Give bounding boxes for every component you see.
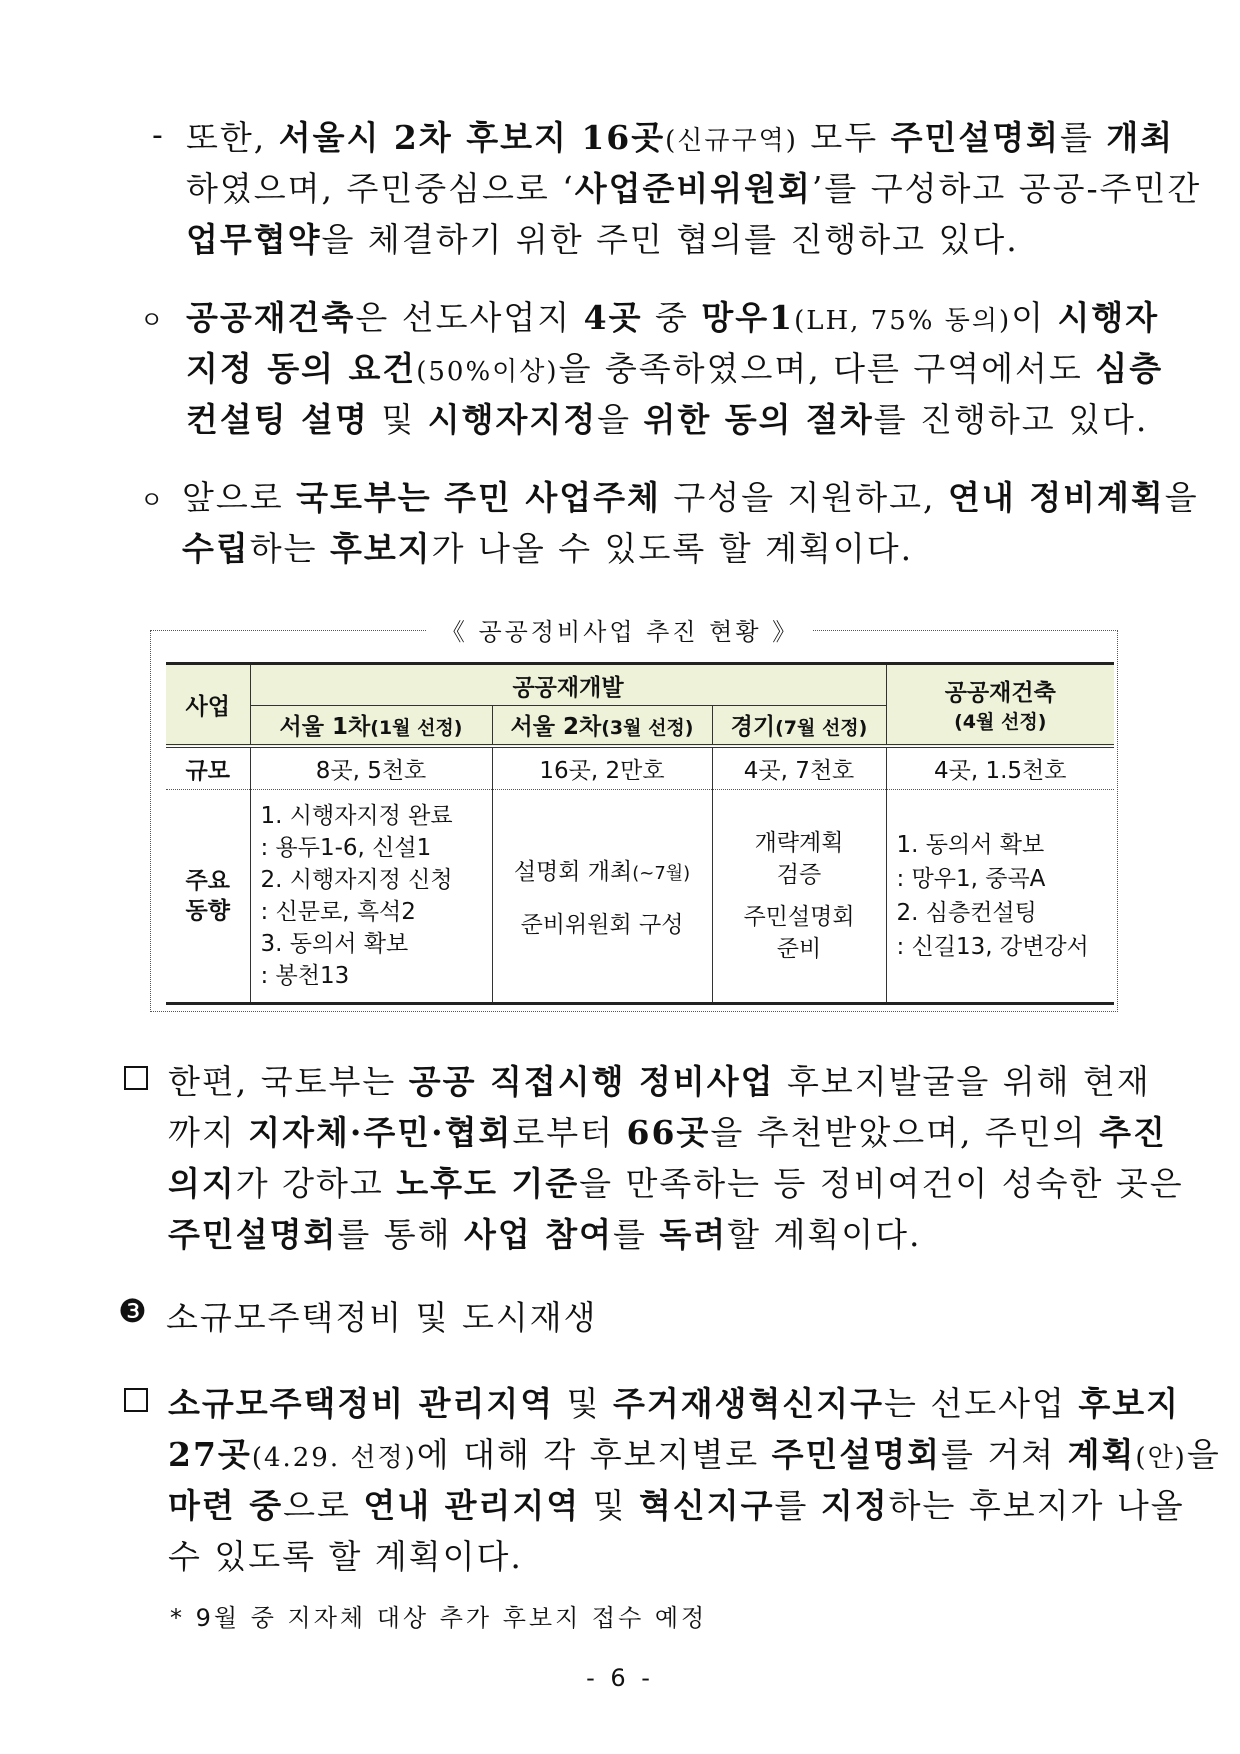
checkbox-bullet-icon bbox=[124, 1388, 148, 1412]
table-cell: 16곳, 2만호 bbox=[492, 746, 712, 790]
text-line: 마련 중으로 연내 관리지역 및 혁신지구를 지정하는 후보지가 나올 bbox=[168, 1486, 1185, 1525]
text-line: 수립하는 후보지가 나올 수 있도록 할 계획이다. bbox=[182, 529, 914, 568]
text-line: 또한, 서울시 2차 후보지 16곳(신규구역) 모두 주민설명회를 개최 bbox=[186, 118, 1175, 157]
header-seoul-2nd: 서울 2차(3월 선정) bbox=[492, 706, 712, 746]
table-cell: 1. 동의서 확보 : 망우1, 중곡A 2. 심층컨설팅 : 신길13, 강변강서 bbox=[886, 790, 1114, 1004]
footnote: * 9월 중 지자체 대상 추가 후보지 접수 예정 bbox=[170, 1604, 708, 1632]
text-line: 업무협약을 체결하기 위한 주민 협의를 진행하고 있다. bbox=[186, 220, 1019, 259]
table-cell: 1. 시행자지정 완료 : 용두1-6, 신설1 2. 시행자지정 신청 : 신문로, 흑석2 3. 동의서 확보 : 봉천13 bbox=[250, 790, 492, 1004]
table-cell: 개략계획 검증 주민설명회 준비 bbox=[712, 790, 886, 1004]
table-title: 《 공공정비사업 추진 현황 》 bbox=[0, 612, 1240, 647]
header-public-redevelopment: 공공재개발 bbox=[250, 664, 886, 706]
bullet-marker: ㅇ bbox=[140, 306, 164, 334]
table-cell: 4곳, 7천호 bbox=[712, 746, 886, 790]
dash-marker: - bbox=[152, 118, 163, 153]
text-line: 한편, 국토부는 공공 직접시행 정비사업 후보지발굴을 위해 현재 bbox=[168, 1062, 1151, 1101]
text-line: 주민설명회를 통해 사업 참여를 독려할 계획이다. bbox=[168, 1215, 922, 1254]
header-public-rebuild: 공공재건축 (4월 선정) bbox=[886, 664, 1114, 746]
page-number: - 6 - bbox=[586, 1664, 654, 1692]
text-line: 지정 동의 요건(50%이상)을 충족하였으며, 다른 구역에서도 심층 bbox=[186, 349, 1164, 388]
text-line: 소규모주택정비 관리지역 및 주거재생혁신지구는 선도사업 후보지 bbox=[168, 1384, 1181, 1423]
text-line: 공공재건축은 선도사업지 4곳 중 망우1(LH, 75% 동의)이 시행자 bbox=[186, 298, 1160, 337]
text-line: 컨설팅 설명 및 시행자지정을 위한 동의 절차를 진행하고 있다. bbox=[186, 400, 1149, 439]
header-seoul-1st: 서울 1차(1월 선정) bbox=[250, 706, 492, 746]
header-gyeonggi: 경기(7월 선정) bbox=[712, 706, 886, 746]
section-number: ❸ bbox=[118, 1292, 147, 1330]
text-line: 까지 지자체·주민·협회로부터 66곳을 추천받았으며, 주민의 추진 bbox=[168, 1113, 1167, 1152]
text-line: 27곳(4.29. 선정)에 대해 각 후보지별로 주민설명회를 거쳐 계획(안)을 bbox=[168, 1435, 1221, 1474]
status-table bbox=[166, 662, 1114, 1005]
text-line: 앞으로 국토부는 주민 사업주체 구성을 지원하고, 연내 정비계획을 bbox=[182, 478, 1199, 517]
header-business: 사업 bbox=[166, 664, 250, 746]
text-line: 수 있도록 할 계획이다. bbox=[168, 1537, 523, 1576]
checkbox-bullet-icon bbox=[124, 1066, 148, 1090]
row-label-trends: 주요 동향 bbox=[166, 790, 250, 1004]
section-title: 소규모주택정비 및 도시재생 bbox=[166, 1298, 598, 1337]
text-line: 하였으며, 주민중심으로 ‘사업준비위원회’를 구성하고 공공-주민간 bbox=[186, 169, 1202, 208]
table-cell: 4곳, 1.5천호 bbox=[886, 746, 1114, 790]
text-line: 의지가 강하고 노후도 기준을 만족하는 등 정비여건이 성숙한 곳은 bbox=[168, 1164, 1184, 1203]
bullet-marker: ㅇ bbox=[140, 486, 164, 514]
table-cell: 8곳, 5천호 bbox=[250, 746, 492, 790]
table-cell: 설명회 개최(~7월) 준비위원회 구성 bbox=[492, 790, 712, 1004]
row-label-scale: 규모 bbox=[166, 746, 250, 790]
